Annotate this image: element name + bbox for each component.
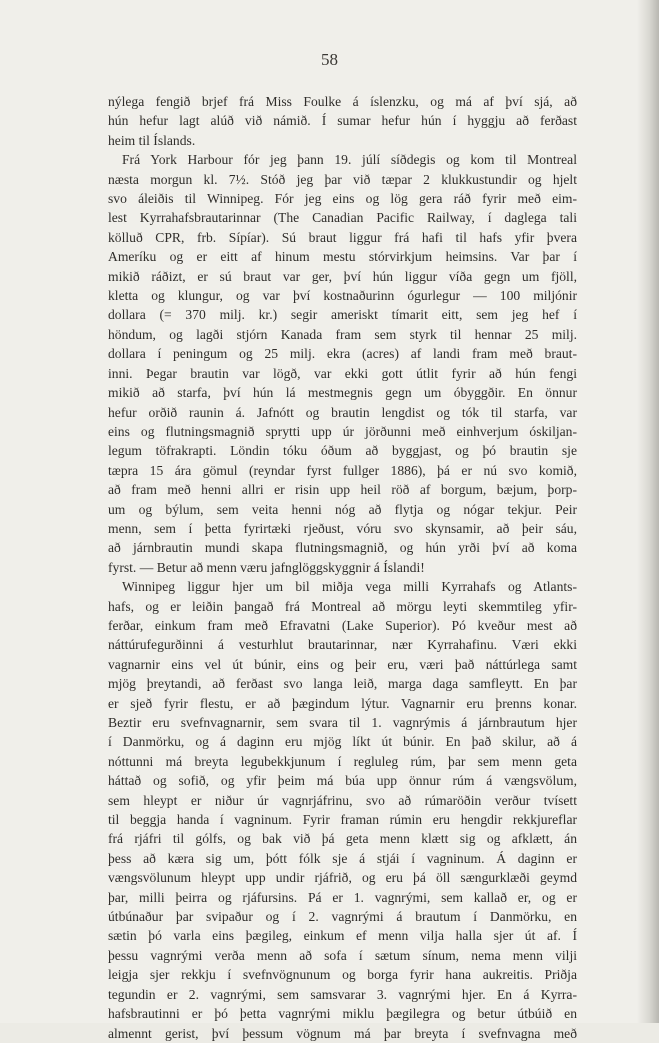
text-line: frá rjáfri til gólfs, og bak við þá geta menn klætt sig og afklætt, án [108, 831, 577, 847]
text-line: náttúrufegurðinni á vesturhlut brautarinnar, nær Kyrrahafinu. Væri ekki [108, 637, 577, 653]
text-line: hún hefur lagt alúð við námið. Í sumar hefur hún í hyggju að ferðast [108, 113, 577, 129]
text-line: svo áleiðis til Winnipeg. Fór jeg eins og lög gera ráð fyrir með eim- [108, 191, 577, 207]
text-line: ferðar, einkum fram með Efravatni (Lake Superior). Pó kveður mest að [108, 617, 577, 633]
text-line: Winnipeg liggur hjer um bil miðja vega milli Kyrrahafs og Atlants- [122, 579, 577, 595]
text-line: kölluð CPR, frb. Sípíar). Sú braut liggur frá hafi til hafs yfir þvera [108, 229, 577, 245]
text-line: Ameríku og er eitt af hinum mestu stórvirkjum heimsins. Var þar í [108, 249, 577, 265]
text-line: þess að kæra sig um, þótt fólk sje á stjái í vagninum. Á daginn er [108, 850, 577, 866]
text-line: lest Kyrrahafsbrautarinnar (The Canadian Pacific Railway, í daglega tali [108, 210, 577, 226]
text-line: leigja sjer rekkju í svefnvögnunum og borga fyrir hana aukreitis. Priðja [108, 967, 577, 983]
text-line: tegundin er 2. vagnrými, sem samsvarar 3. vagnrými hjer. En á Kyrra- [108, 986, 577, 1002]
text-line: í Danmörku, og á daginn eru mjög líkt út búnir. En það skilur, að á [108, 734, 577, 750]
text-line: inni. Þegar brautin var lögð, var ekki gott útlit fyrir að hún fengi [108, 365, 577, 381]
text-line: mjög þreytandi, að ferðast svo langa leið, marga daga samfleytt. En þar [108, 676, 577, 692]
text-line: dollara í peningum og 25 milj. ekra (acres) af landi fram með braut- [108, 346, 577, 362]
text-line: þessu vagnrými verða menn að sofa í sætum sínum, nema menn vilji [108, 947, 577, 963]
text-line: vagnarnir eins vel út búnir, eins og þeir eru, væri það náttúrlega samt [108, 656, 577, 672]
text-line: Frá York Harbour fór jeg þann 19. júlí síðdegis og kom til Montreal [122, 152, 577, 168]
text-line: að fram með henni allri er risin upp heil röð af borgum, bæjum, þorp- [108, 482, 577, 498]
text-line: mikið að starfa, því hún lá mestmegnis gegn um óbyggðir. En önnur [108, 385, 577, 401]
text-line: útbúnaður þar svipaður og í 2. vagnrými á brautum í Danmörku, en [108, 909, 577, 925]
text-line: legum töfrakrapti. Löndin tóku óðum að byggjast, og þó brautin sje [108, 443, 577, 459]
text-line: kletta og klungur, og var því kostnaðurinn ógurlegur — 100 miljónir [108, 288, 577, 304]
text-line: eins og flutningsmagnið sprytti upp úr jörðunni með einhverjum óskiljan- [108, 423, 577, 439]
text-line: höndum, og lagði stjórn Kanada fram sem styrk til hennar 25 milj. [108, 326, 577, 342]
text-line: næsta morgun kl. 7½. Stóð jeg þar við tæpar 2 klukkustundir og hjelt [108, 171, 577, 187]
text-line: Beztir eru svefnvagnarnir, sem svara til 1. vagnrýmis á járnbrautum hjer [108, 715, 577, 730]
text-line: sem hleypt er niður úr vagnrjáfrinu, svo að rúmaröðin verður tvísett [108, 792, 577, 808]
text-line: nóttunni má breyta legubekkjunum í regluleg rúm, þar sem menn geta [108, 753, 577, 769]
text-line: fyrst. — Betur að menn væru jafnglöggskyggnir á Íslandi! [108, 559, 425, 575]
text-line: er sjeð fyrir flestu, er að þægindum lýtur. Vagnarnir eru þrenns konar. [108, 695, 577, 711]
text-line: menn, sem í þetta fyrirtæki rjeðust, vóru svo skynsamir, að þeir sáu, [108, 520, 577, 536]
text-line: tæpra 15 ára gömul (reyndar fyrst fullger 1886), þá er nú svo komið, [108, 462, 577, 478]
text-line: til beggja handa í vagninum. Fyrir framan rúmin eru hengdir rekkjureflar [108, 812, 577, 828]
text-line: almennt gerist, því þessum vögnum má þar breyta í svefnvagna með [108, 1025, 577, 1041]
text-line: nýlega fengið brjef frá Miss Foulke á íslenzku, og má af því sjá, að [108, 94, 577, 109]
text-line: um og býlum, sem veita henni nóg að flytja og nógar tekjur. Peir [108, 501, 577, 517]
text-line: hafs, og er leiðin þangað frá Montreal að mörgu leyti skemmtileg yfir- [108, 598, 577, 614]
text-line: mikið ráðizt, er sú braut var ger, því hún liggur víða gegn um fjöll, [108, 268, 577, 284]
text-line: sætin þó varla eins þægileg, einkum ef menn vilja halla sjer út af. Í [108, 928, 577, 944]
text-line: þar, milli þeirra og rjáfursins. Pá er 1. vagnrými, sem kallað er, og er [108, 889, 577, 905]
text-line: háttað og sofið, og yfir þeim má búa upp önnur rúm á vængsvölum, [108, 773, 577, 789]
text-line: hefur orðið raunin á. Jafnótt og brautin lengdist og tók til starfa, var [108, 404, 577, 420]
text-line: að járnbrautin mundi skapa flutningsmagnið, og hún yrði því að koma [108, 540, 577, 556]
text-line: vængsvölunum hleypt upp undir rjáfrið, og eru þá öll sængurklæði geymd [108, 870, 577, 886]
page-number: 58 [321, 50, 338, 69]
body-text [108, 92, 577, 1043]
page-edge-shadow [637, 0, 659, 1023]
text-line: dollara (= 370 milj. kr.) segir ameriskt tímarit eitt, sem jeg hef í [108, 307, 577, 323]
text-line: heim til Íslands. [108, 132, 196, 148]
text-line: hafsbrautinni er þó þetta vagnrými miklu þægilegra og betur útbúið en [108, 1006, 577, 1022]
